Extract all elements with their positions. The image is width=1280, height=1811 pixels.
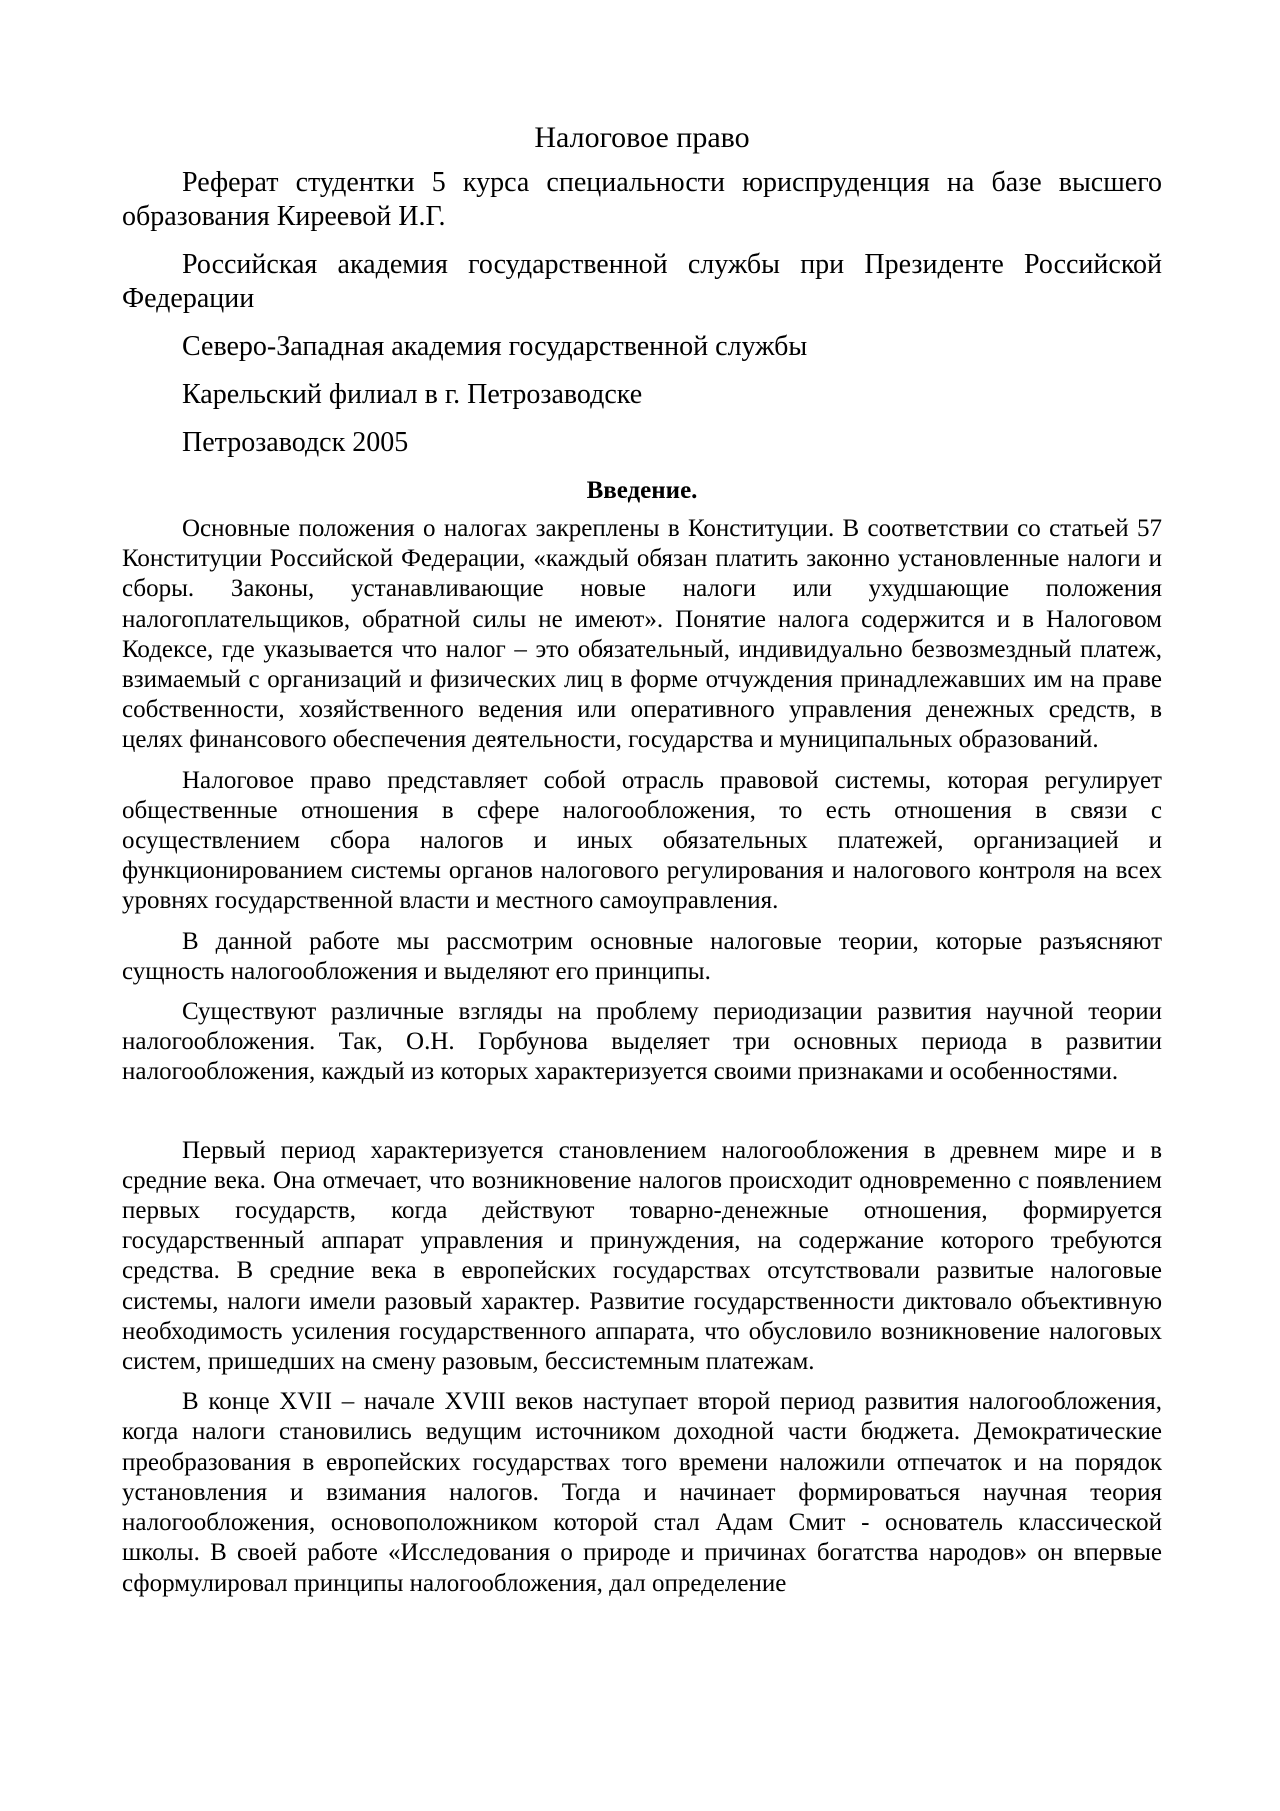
front-matter-academy: Российская академия государственной службы при Президенте Российской Федерации bbox=[122, 249, 1162, 314]
paragraph-tax-law-definition: Налоговое право представляет собой отрасль правовой системы, которая регулирует общественные отношения в сфере налогообложения, то есть отношения в связи с осуществлением сбора налогов и иных обязательных платежей, организацией и функционированием системы органов налогового регулирования и налогового контроля на всех уровнях государственной власти и местного самоуправления. bbox=[122, 766, 1162, 915]
paragraph-work-aim: В данной работе мы рассмотрим основные налоговые теории, которые разъясняют сущность налогообложения и выделяют его принципы. bbox=[122, 927, 1162, 985]
section-heading: Введение. bbox=[586, 477, 698, 504]
front-matter-author: Реферат студентки 5 курса специальности юриспруденция на базе высшего образования Киреевой И.Г. bbox=[122, 167, 1162, 232]
paragraph-periodization: Существуют различные взгляды на проблему периодизации развития научной теории налогообложения. Так, О.Н. Горбунова выделяет три основных периода в развитии налогообложения, каждый из которых характеризуется своими признаками и особенностями. bbox=[122, 998, 1162, 1086]
paragraph-second-period: В конце XVII – начале XVIII веков наступает второй период развития налогообложения, когда налоги становились ведущим источником доходной части бюджета. Демократические преобразования в европейских государствах того времени наложили отпечаток и на порядок установления и взимания налогов. Тогда и начинает формироваться научная теория налогообложения, основоположником которой стал Адам Смит - основатель классической школы. В своей работе «Исследования о природе и причинах богатства народов» он впервые сформулировал принципы налогообложения, дал определение bbox=[122, 1388, 1162, 1597]
front-matter-branch: Карельский филиал в г. Петрозаводске bbox=[182, 379, 643, 410]
page-title: Налоговое право bbox=[534, 121, 750, 154]
paragraph-spacer bbox=[122, 1098, 1162, 1136]
document-page bbox=[122, 118, 1162, 1609]
front-matter-city-year: Петрозаводск 2005 bbox=[182, 427, 409, 458]
paragraph-constitution: Основные положения о налогах закреплены в Конституции. В соответствии со статьей 57 Конституции Российской Федерации, «каждый обязан платить законно установленные налоги и сборы. Законы, устанавливающие новые налоги или ухудшающие положения налогоплательщиков, обратной силы не имеют». Понятие налога содержится и в Налоговом Кодексе, где указывается что налог – это обязательный, индивидуально безвозмездный платеж, взимаемый с организаций и физических лиц в форме отчуждения принадлежавших им на праве собственности, хозяйственного ведения или оперативного управления денежных средств, в целях финансового обеспечения деятельности, государства и муниципальных образований. bbox=[122, 515, 1162, 754]
paragraph-first-period: Первый период характеризуется становлением налогообложения в древнем мире и в средние века. Она отмечает, что возникновение налогов происходит одновременно с появлением первых государств, когда действуют товарно-денежные отношения, формируется государственный аппарат управления и принуждения, на содержание которого требуются средства. В средние века в европейских государствах отсутствовали развитые налоговые системы, налоги имели разовый характер. Развитие государственности диктовало объективную необходимость усиления государственного аппарата, что обусловило возникновение налоговых систем, пришедших на смену разовым, бессистемным платежам. bbox=[122, 1136, 1162, 1376]
front-matter-nw-academy: Северо-Западная академия государственной службы bbox=[182, 331, 808, 362]
